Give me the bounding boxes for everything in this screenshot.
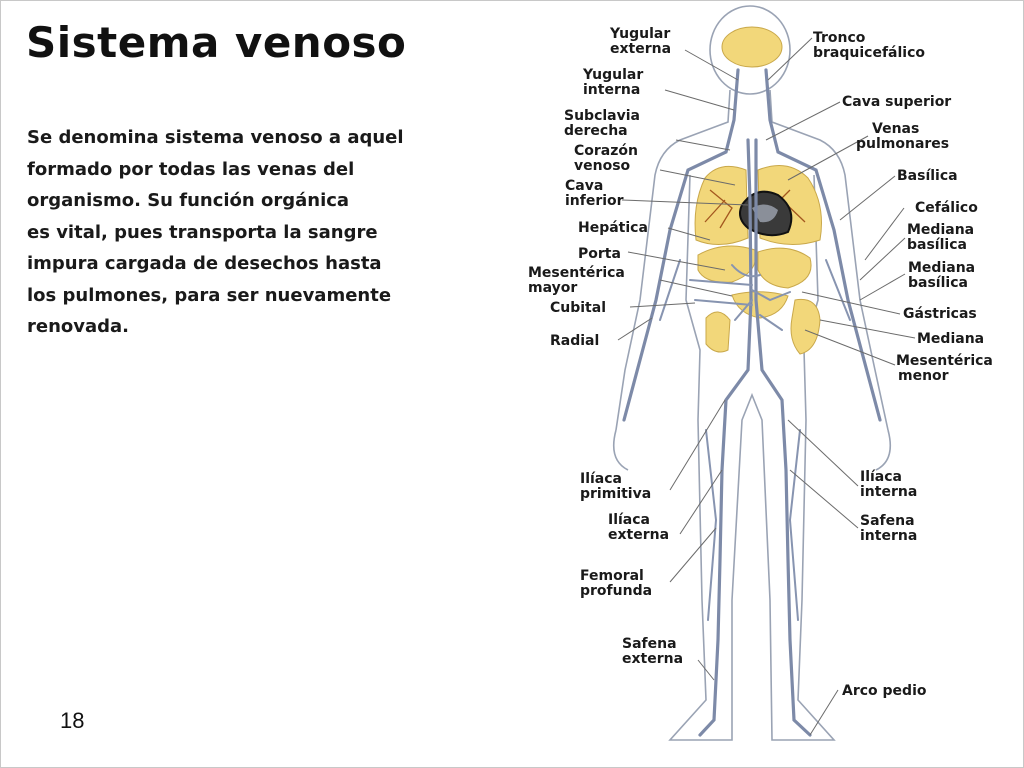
label-hepatica: Hepática xyxy=(578,220,648,236)
page-number: 18 xyxy=(60,708,85,733)
label-mediana-basilica-2: Mediana basílica xyxy=(908,260,976,291)
label-cava-inferior: Cava inferior xyxy=(565,178,624,209)
label-cubital: Cubital xyxy=(550,300,606,316)
label-safena-interna: Safena interna xyxy=(860,513,918,544)
labels-right xyxy=(813,30,993,699)
label-mesenterica-mayor: Mesentérica mayor xyxy=(528,265,625,296)
description-line: renovada. xyxy=(27,316,130,337)
label-iliaca-externa: Ilíaca externa xyxy=(608,512,670,543)
label-tronco-braquicefalico: Tronco braquicefálico xyxy=(813,30,926,61)
description-line: los pulmones, para ser nuevamente xyxy=(27,284,392,306)
description-line: impura cargada de desechos hasta xyxy=(27,253,382,274)
description-line: formado por todas las venas del xyxy=(27,158,355,180)
label-corazon-venoso: Corazón venoso xyxy=(574,143,638,174)
slide-title: Sistema venoso xyxy=(26,18,407,67)
labels-left xyxy=(528,26,683,667)
body-silhouette xyxy=(614,6,891,740)
label-subclavia-derecha: Subclavia derecha xyxy=(564,108,640,139)
label-femoral-profunda: Femoral profunda xyxy=(580,568,653,599)
label-yugular-externa: Yugular externa xyxy=(610,26,672,57)
label-radial: Radial xyxy=(550,333,600,349)
label-basilica: Basílica xyxy=(897,168,958,184)
label-mesenterica-menor: Mesentérica menor xyxy=(896,353,993,384)
label-mediana-basilica-1: Mediana basílica xyxy=(907,222,975,253)
brain-shape xyxy=(722,27,782,67)
label-iliaca-interna: Ilíaca interna xyxy=(860,469,918,500)
label-mediana: Mediana xyxy=(917,331,985,347)
description-line: Se denomina sistema venoso a aquel xyxy=(27,127,404,148)
label-gastricas: Gástricas xyxy=(903,306,977,322)
description-text xyxy=(27,122,497,343)
label-safena-externa: Safena externa xyxy=(622,636,684,667)
description-line: es vital, pues transporta la sangre xyxy=(27,221,378,243)
venous-system-diagram xyxy=(520,0,1020,768)
description-line: organismo. Su función orgánica xyxy=(27,190,350,211)
label-porta: Porta xyxy=(578,246,621,262)
label-arco-pedio: Arco pedio xyxy=(842,683,927,699)
label-cava-superior: Cava superior xyxy=(842,94,952,110)
label-venas-pulmonares: Venas pulmonares xyxy=(856,121,950,152)
label-cefalico: Cefálico xyxy=(915,200,978,216)
label-iliaca-primitiva: Ilíaca primitiva xyxy=(580,471,652,502)
label-yugular-interna: Yugular interna xyxy=(583,67,644,98)
